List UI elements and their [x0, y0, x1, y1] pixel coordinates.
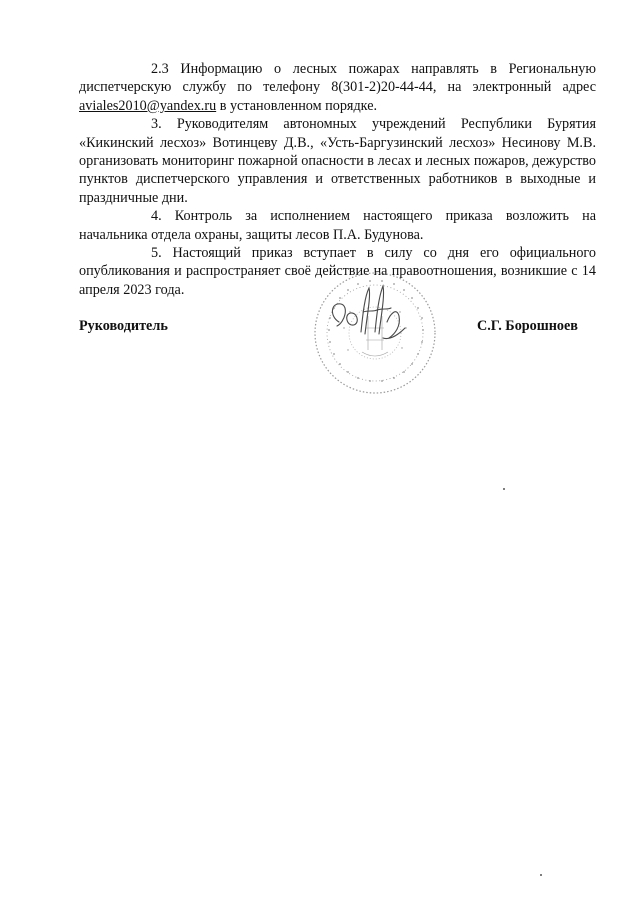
- paragraph-text: Руководителям автономных учреждений Республики Бурятия «Кикинский лесхоз» Вотинцеву Д.В., «Усть-Баргузинский лесхоз» Несинову М.В. организовать мониторинг пожарной опасности в лесах и лесных пожаров, дежурство пунктов диспетчерского управления и ответственных работников в выходные и праздничные дни.: [79, 116, 596, 206]
- paragraph-3: [79, 115, 596, 207]
- paragraph-number: 2.3: [151, 61, 169, 77]
- paragraph-text: Настоящий приказ вступает в силу со дня его официального опубликования и распространяет своё действие на правоотношения, возникшие с 14 апреля 2023 года.: [79, 245, 596, 298]
- paragraph-text: Информацию о лесных пожарах направлять в Региональную диспетчерскую службу по телефону 8(301-2)20-44-44, на электронный адрес: [79, 61, 596, 96]
- paragraph-number: 4.: [151, 208, 162, 225]
- paragraph-4: [79, 207, 596, 244]
- scan-speck: [540, 874, 542, 876]
- paragraph-number: 5.: [151, 245, 162, 262]
- paragraph-2-3: [79, 60, 596, 115]
- document-body: [79, 60, 596, 299]
- paragraph-text: Контроль за исполнением настоящего приказа возложить на начальника отдела охраны, защиты лесов П.А. Будунова.: [79, 208, 596, 243]
- signatory-title: Руководитель: [79, 318, 168, 334]
- handwritten-signature: [325, 282, 415, 352]
- signatory-name: С.Г. Борошноев: [477, 318, 578, 334]
- scan-speck: [503, 488, 505, 490]
- paragraph-text-tail: в установленном порядке.: [216, 97, 378, 114]
- paragraph-number: 3.: [151, 116, 162, 133]
- email-link[interactable]: aviales2010@yandex.ru: [79, 97, 217, 114]
